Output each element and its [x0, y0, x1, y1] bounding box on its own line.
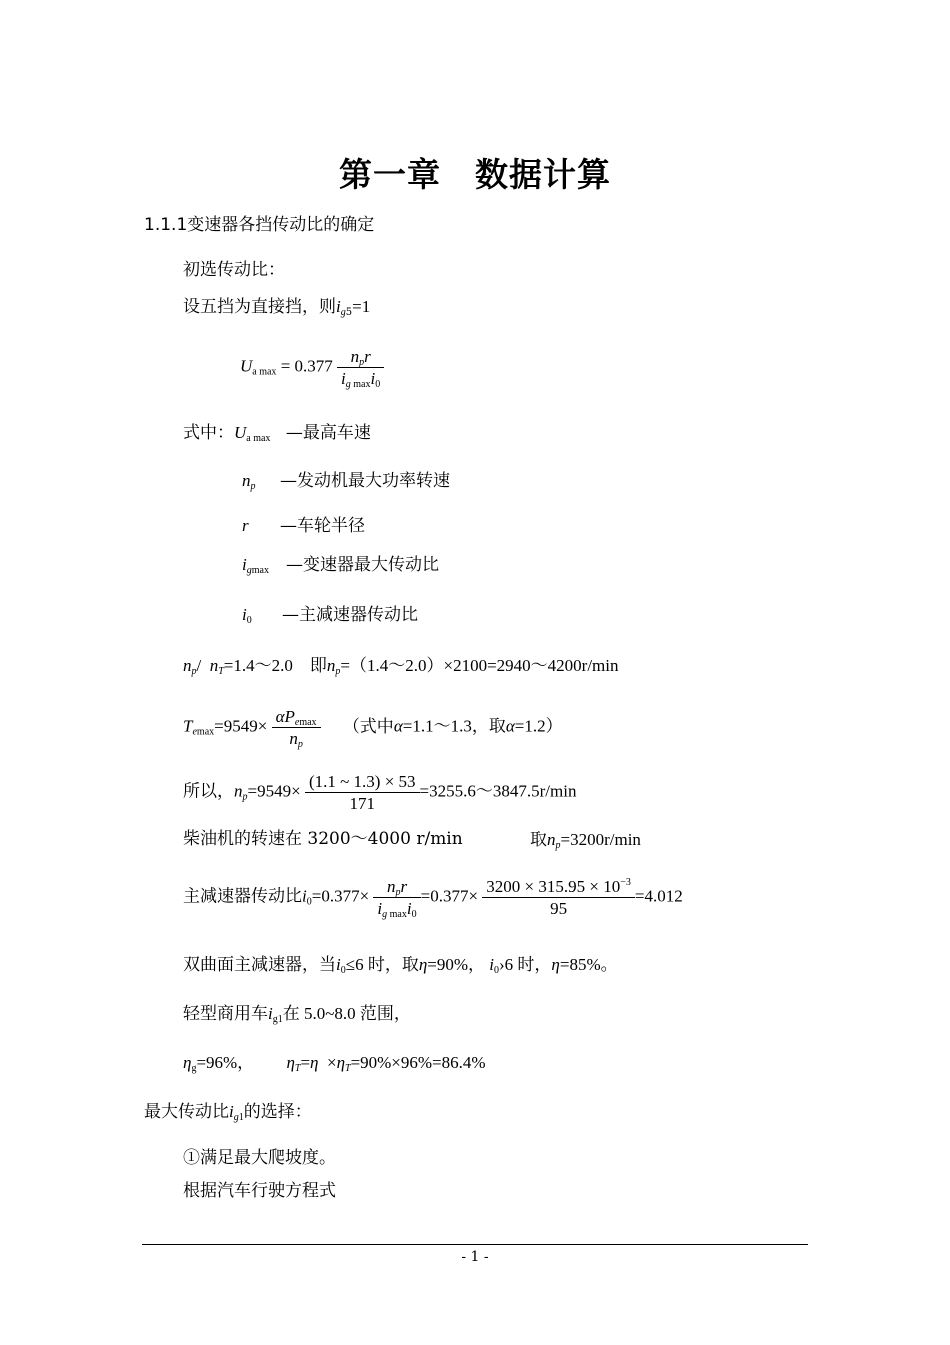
np-range-text: =（1.4～2.0）×2100=2940～4200r/min [340, 656, 619, 675]
footer-divider [142, 1244, 808, 1245]
speed-formula-coef: = 0.377 [280, 356, 333, 376]
ig5-value: 1 [361, 297, 371, 316]
main-ratio-line: 主减速器传动比$i_0=0.377\times$ $\frac{n_pr}{i_{g max}i_0}$ =0.377× $\frac{3200 \times 315.95 \times 10^{-3}}{95}$ =4.012 [183, 877, 683, 921]
main-result: =4.012 [634, 886, 683, 906]
hypoid-cond1: ≤6 时，取 [345, 955, 419, 974]
diesel-text: 柴油机的转速在 3200～4000 r/min [183, 829, 463, 849]
tmax-eq: =9549× [214, 716, 268, 736]
alpha-range: =1.1～1.3，取 [402, 716, 506, 736]
page-number: - 1 - [461, 1249, 489, 1265]
take-value: =3200r/min [560, 830, 641, 849]
light-truck-range: 在 5.0~8.0 范围， [282, 1004, 411, 1023]
np-ratio-line: $n_p/$ $n_T=1.4\sim 2.0$ 即$n_p=(1.4\sim 2.0)\times 2100=2940\sim 4200r/\min$ [183, 656, 619, 677]
hypoid-line: 双曲面主减速器，当$i_0\le 6$ 时，取η=90%， $i_0›6$ 时，η=85%。 [183, 955, 618, 976]
climb-text: ①满足最大爬坡度。 [183, 1148, 336, 1168]
r-def: r —车轮半径 [242, 516, 365, 536]
main-exponent: −3 [620, 877, 631, 888]
hypoid-text: 双曲面主减速器，当 [183, 955, 336, 974]
where-label: 式中： [183, 423, 234, 443]
np-description: —发动机最大功率转速 [280, 471, 450, 491]
i0-description: —主减速器传动比 [282, 605, 418, 625]
therefore-label: 所以， [183, 781, 234, 801]
therefore-eq: =9549× [247, 781, 301, 801]
max-ratio-line: 最大传动比$i_{g1}$的选择： [144, 1102, 312, 1123]
drive-equation-text: 根据汽车行驶方程式 [183, 1181, 336, 1201]
fifth-gear-line: 设五挡为直接挡，则$i_{g5}=1$ [183, 297, 371, 318]
tmax-fraction: $\frac{\alpha P_{emax}}{n_p}$ [272, 706, 321, 750]
tmax-line: $T_{emax}=9549\times$ $\frac{\alpha P_{emax}}{n_p}$ （式中α=1.1～1.3，取α=1.2） [183, 707, 563, 751]
therefore-numerator: (1.1 ~ 1.3) × 53 [305, 771, 420, 793]
main-fraction-1: $\frac{n_pr}{i_{g max}i_0}$ [373, 876, 420, 920]
hypoid-eta2: =85%。 [559, 955, 618, 974]
chapter-title: 第一章 数据计算 [339, 155, 611, 194]
main-denominator: 95 [550, 899, 568, 919]
eta-t-result: =90%×96%=86.4% [350, 1053, 486, 1072]
efficiency-line: $\eta_g=96\%$， $\eta_T=\eta \times\eta_T=90\%\times 96\%=86.4\%$ [183, 1053, 486, 1074]
igmax-description: —变速器最大传动比 [286, 555, 439, 575]
igmax-def: $i_{gmax}$ —变速器最大传动比 [242, 555, 439, 576]
speed-formula: $U_{a max} = 0.377$ $\frac{n_pr}{i_{g max}i_0}$ [240, 346, 384, 390]
main-ratio-label: 主减速器传动比 [183, 886, 302, 906]
tmax-note: （式中 [342, 716, 394, 736]
np-ratio-text: =1.4～2.0 即 [223, 656, 327, 675]
hypoid-eta1: =90%， [427, 955, 486, 974]
hypoid-cond2: ›6 时， [499, 955, 552, 974]
initial-select-text: 初选传动比： [183, 260, 285, 280]
section-heading: 1.1.1变速器各挡传动比的确定 [144, 215, 375, 235]
light-truck-text: 轻型商用车 [183, 1004, 268, 1023]
eta-t-eq: = [300, 1053, 311, 1072]
take-np: 取$n_p=3200r/\min$ [530, 830, 641, 851]
diesel-line [183, 831, 463, 848]
therefore-result: =3255.6～3847.5r/min [419, 781, 577, 801]
max-ratio-tail: 的选择： [243, 1102, 312, 1121]
therefore-fraction [305, 771, 420, 815]
u-description: —最高车速 [285, 423, 371, 443]
where-line: 式中：$U_{a max}$ —最高车速 [183, 423, 371, 444]
therefore-denominator: 171 [349, 794, 375, 814]
alpha-value: =1.2） [514, 716, 563, 736]
main-fraction-2 [482, 876, 635, 920]
main-numerator: 3200 × 315.95 × 10 [486, 877, 621, 896]
light-truck-line: 轻型商用车$i_{g1}$在 5.0~8.0 范围， [183, 1004, 411, 1025]
therefore-line: 所以，$n_p=9549\times$ $\frac{(1.1 \sim 1.3) \times 53}{171}$ =3255.6～3847.5r/min [183, 772, 577, 814]
main-eq1: =0.377× [311, 886, 370, 906]
speed-formula-fraction: $\frac{n_pr}{i_{g max}i_0}$ [337, 346, 384, 390]
i0-def: $i_0$ —主减速器传动比 [242, 605, 418, 626]
eta-g-value: =96%， [196, 1053, 255, 1072]
r-description: —车轮半径 [280, 516, 365, 536]
max-ratio-text: 最大传动比 [144, 1102, 229, 1121]
main-eq2: =0.377× [420, 886, 479, 906]
np-def: $n_p$ —发动机最大功率转速 [242, 471, 450, 492]
take-label: 取 [530, 830, 547, 849]
fifth-gear-text: 设五挡为直接挡，则 [183, 297, 336, 317]
